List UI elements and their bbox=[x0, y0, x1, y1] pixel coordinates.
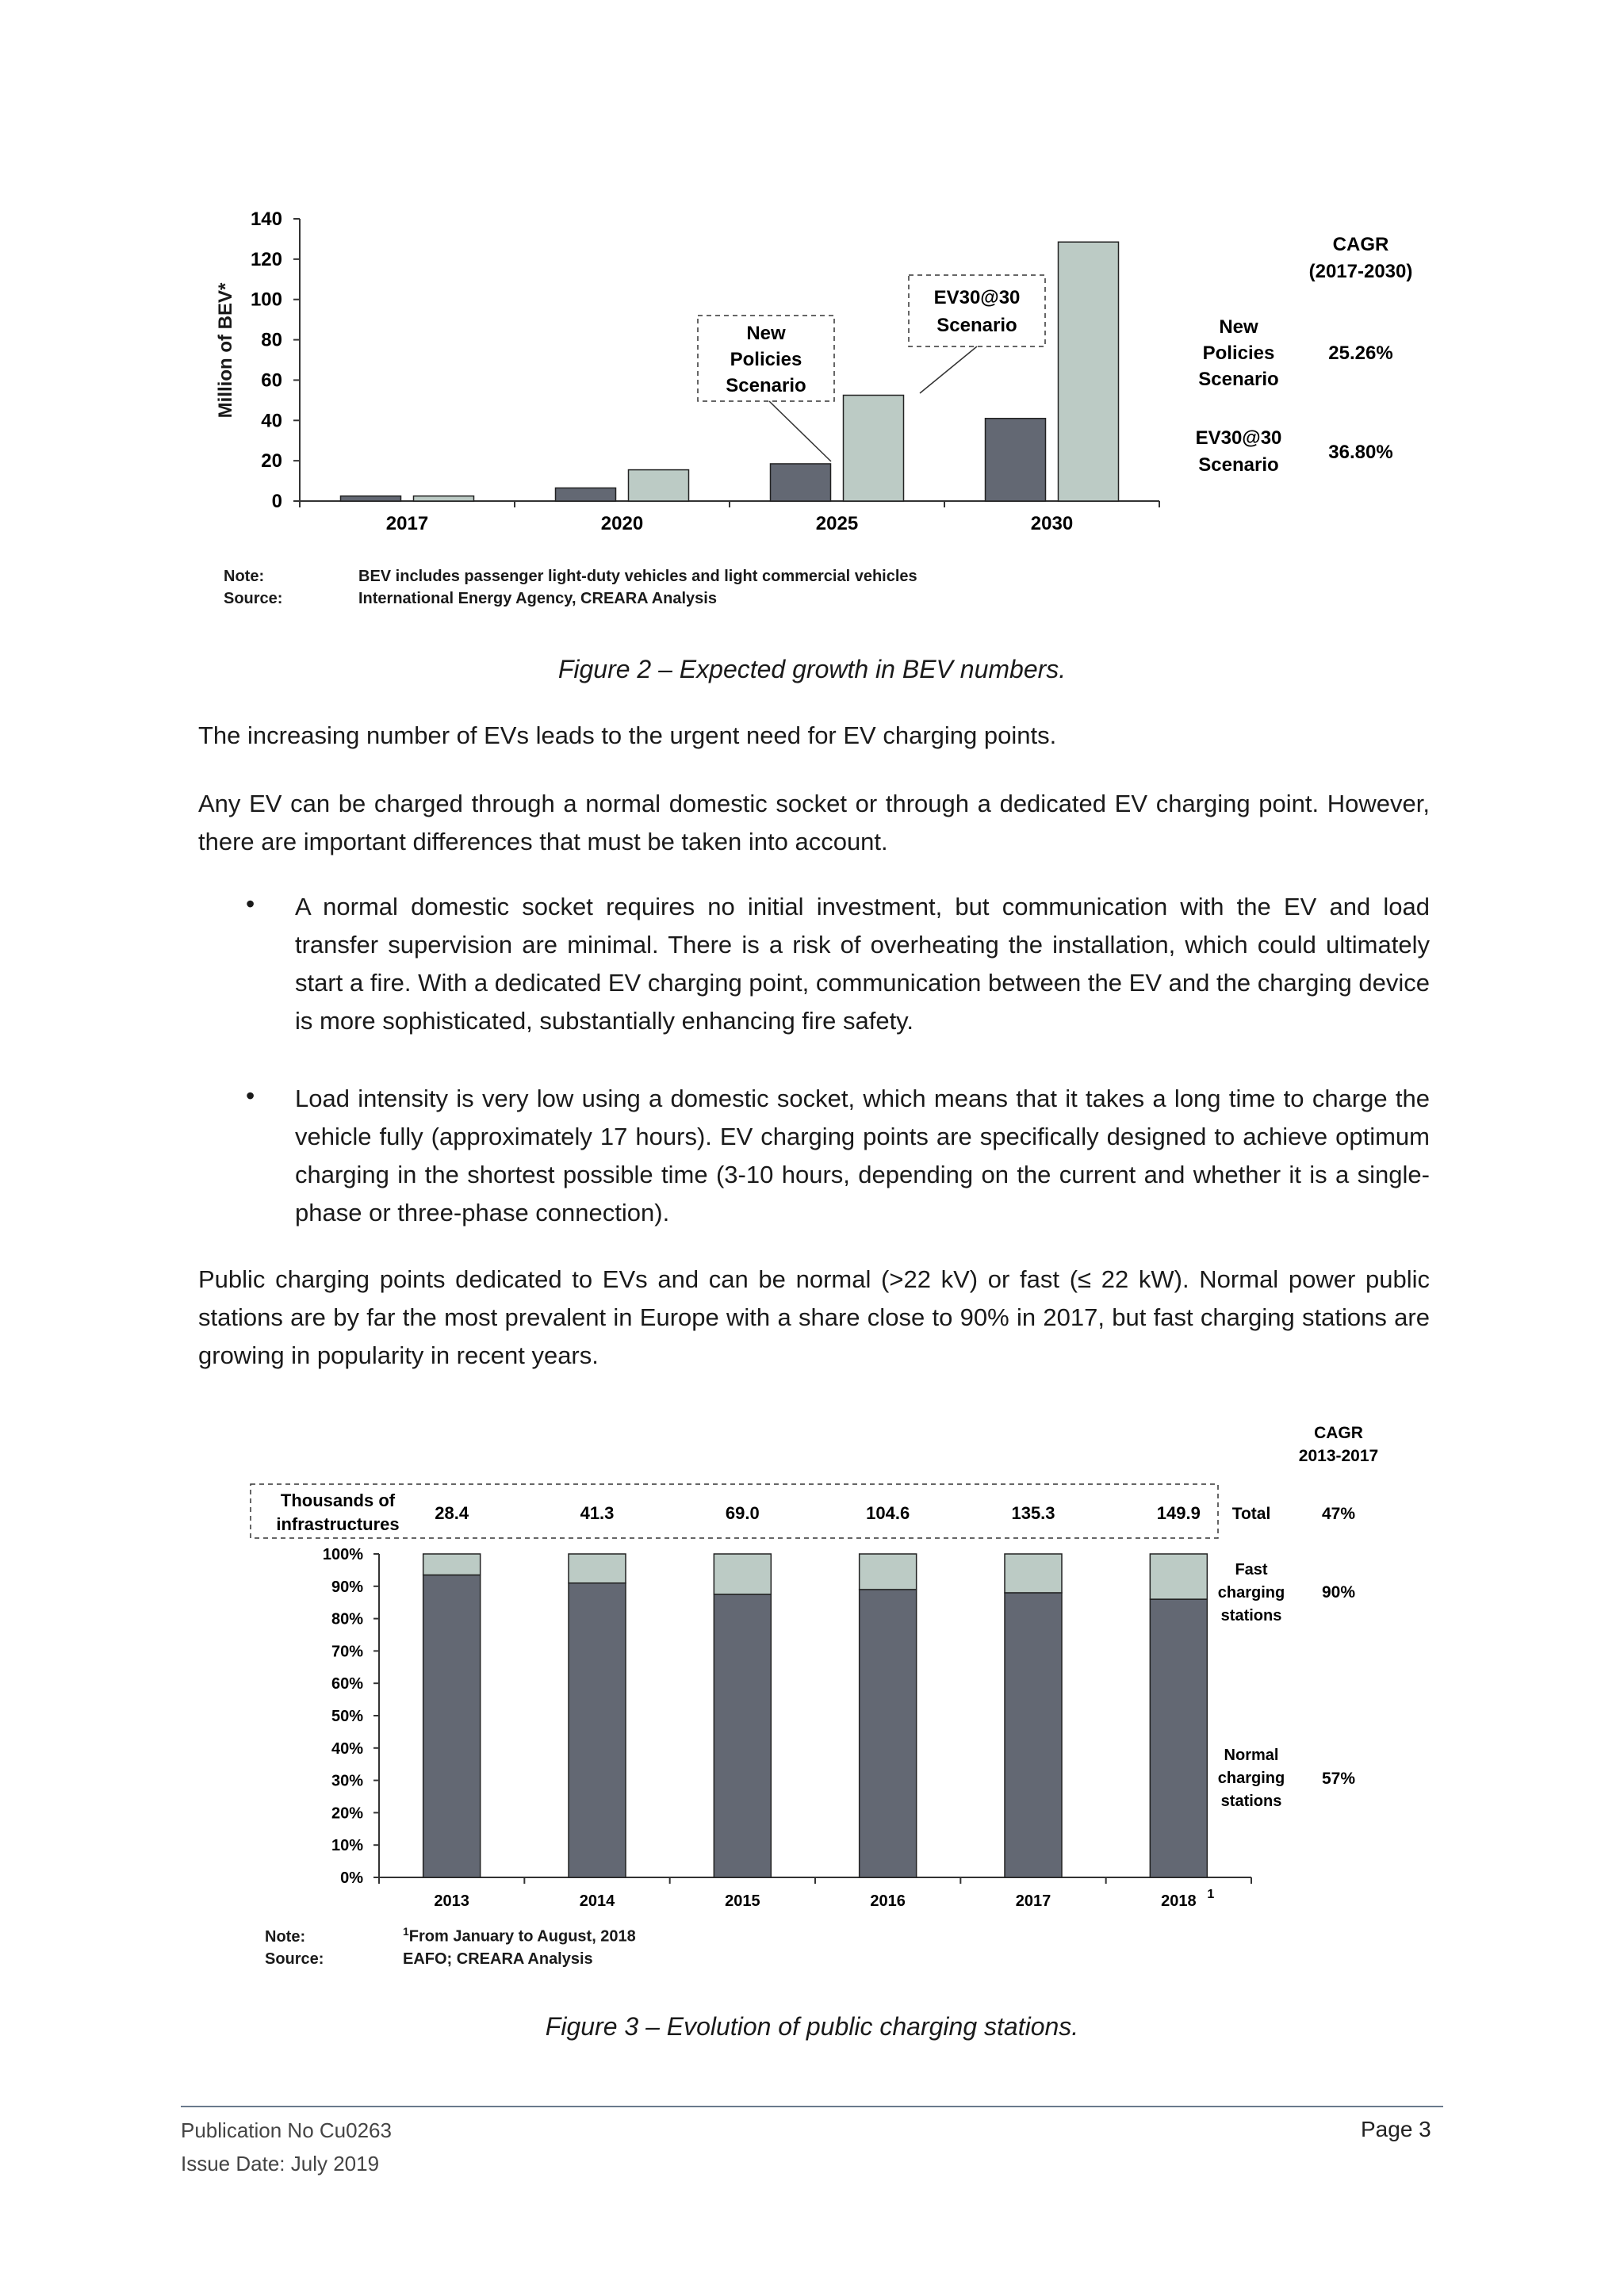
normal-row-value: 57% bbox=[1321, 1770, 1356, 1788]
fig2-bar-ev3030-2020 bbox=[629, 470, 689, 501]
fig2-x-tick-label: 2025 bbox=[815, 513, 859, 534]
fig3-x-tick-label: 2013 bbox=[434, 1892, 469, 1910]
fig3-source-label: Source: bbox=[265, 1950, 324, 1968]
fig3-y-tick-label: 10% bbox=[331, 1837, 363, 1855]
fig2-y-tick-label: 40 bbox=[261, 410, 282, 432]
fig3-x-tick-superscript: 1 bbox=[1207, 1888, 1215, 1901]
fig3-total-value-2013: 28.4 bbox=[435, 1503, 469, 1523]
fig2-bar-new-policies-2025 bbox=[771, 464, 831, 501]
fig3-bar-normal-2016 bbox=[860, 1590, 917, 1877]
totals-label-1: Thousands of bbox=[280, 1490, 396, 1510]
fig2-y-tick-label: 100 bbox=[250, 289, 282, 311]
fig3-total-value-2016: 104.6 bbox=[866, 1503, 910, 1523]
fig3-bar-fast-2017 bbox=[1005, 1554, 1062, 1593]
fig3-bar-fast-2016 bbox=[860, 1554, 917, 1590]
fig3-bar-fast-2014 bbox=[569, 1554, 626, 1583]
fig3-y-tick-label: 90% bbox=[331, 1578, 363, 1596]
figure-3-caption: Figure 3 – Evolution of public charging stations. bbox=[545, 2012, 1079, 2041]
fig3-total-value-2015: 69.0 bbox=[725, 1503, 760, 1523]
fig2-x-tick-label: 2020 bbox=[600, 513, 644, 534]
normal-row-label-1: Normal bbox=[1224, 1747, 1279, 1764]
fig2-cagr-ev-label-2: Scenario bbox=[1198, 454, 1279, 476]
fig3-y-tick-label: 20% bbox=[331, 1804, 363, 1823]
fig3-y-tick-label: 50% bbox=[331, 1708, 363, 1725]
fig3-y-tick-label: 60% bbox=[331, 1675, 363, 1693]
fig3-note-superscript: 1 bbox=[403, 1925, 409, 1938]
fig3-note-body: From January to August, 2018 bbox=[408, 1927, 636, 1946]
ev3030-callout-line1: EV30@30 bbox=[933, 287, 1021, 308]
fig3-x-tick-label: 2016 bbox=[870, 1892, 906, 1910]
total-row-label: Total bbox=[1231, 1505, 1271, 1523]
figure-3 bbox=[0, 1411, 1624, 1998]
fig2-y-tick-label: 80 bbox=[261, 329, 282, 351]
figure-3-chart bbox=[0, 1411, 1624, 1998]
fig2-bar-ev3030-2017 bbox=[414, 496, 474, 501]
fig3-bar-fast-2015 bbox=[714, 1554, 771, 1594]
new-policies-callout bbox=[698, 316, 834, 461]
fig2-y-tick-label: 60 bbox=[261, 369, 282, 392]
fast-row-label-3: stations bbox=[1220, 1607, 1282, 1624]
totals-label-2: infrastructures bbox=[276, 1514, 400, 1534]
fig2-bar-ev3030-2030 bbox=[1059, 242, 1119, 501]
footer-page-number: Page 3 bbox=[1361, 2117, 1431, 2141]
fig2-bar-ev3030-2025 bbox=[844, 396, 904, 502]
fig2-bar-new-policies-2017 bbox=[341, 496, 401, 501]
bullet-1-text: A normal domestic socket requires no initial investment, but communication with the EV and load transfer supervision are minimal. There is a risk of overheating the installation, which could ultimately start a fire. With a dedicated EV charging point, communication between the EV and the charging device is more sophisticated, substantially enhancing fire safety. bbox=[295, 893, 1430, 1035]
fig2-cagr-ev-value: 36.80% bbox=[1328, 442, 1393, 463]
fig2-ylabel: Million of BEV* bbox=[215, 282, 236, 419]
fig3-cagr-header-2: 2013-2017 bbox=[1298, 1447, 1379, 1465]
bullet-2-marker: • bbox=[246, 1081, 255, 1110]
fig2-x-tick-label: 2017 bbox=[385, 513, 429, 534]
fast-row-value: 90% bbox=[1321, 1583, 1356, 1601]
fig3-x-tick-label: 2015 bbox=[725, 1892, 760, 1910]
fig3-y-tick-label: 40% bbox=[331, 1739, 363, 1758]
fig3-y-tick-label: 70% bbox=[331, 1643, 363, 1661]
total-row-value: 47% bbox=[1321, 1505, 1356, 1523]
fig2-y-tick-label: 20 bbox=[261, 450, 282, 473]
fig2-bar-new-policies-2030 bbox=[986, 419, 1046, 501]
new-policies-callout-line2: Policies bbox=[730, 349, 802, 370]
fig2-bar-new-policies-2020 bbox=[556, 488, 616, 501]
fig2-cagr-np-label-3: Scenario bbox=[1198, 369, 1279, 390]
fast-row-label-1: Fast bbox=[1235, 1561, 1268, 1578]
fig2-cagr-header-2: (2017-2030) bbox=[1308, 261, 1413, 282]
fig3-bar-normal-2015 bbox=[714, 1594, 771, 1877]
fig2-x-tick-label: 2030 bbox=[1030, 513, 1074, 534]
normal-row-label-2: charging bbox=[1217, 1770, 1285, 1787]
bullet-2-text: Load intensity is very low using a domestic socket, which means that it takes a long time to charge the vehicle fully (approximately 17 hours). EV charging points are specifically designed to achieve optimum charging in the shortest possible time (3-10 hours, depending on the current and whether it is a single-phase or three-phase connection). bbox=[295, 1085, 1430, 1226]
fig3-x-tick-label: 2014 bbox=[579, 1892, 615, 1910]
paragraph-2: Any EV can be charged through a normal domestic socket or through a dedicated EV charging point. However, there are important differences that must be taken into account. bbox=[198, 790, 1430, 855]
fig2-cagr-np-label-2: Policies bbox=[1202, 342, 1275, 364]
fig3-x-tick-label: 2018 bbox=[1161, 1892, 1197, 1910]
new-policies-callout-line1: New bbox=[746, 323, 786, 344]
fig3-note-text bbox=[403, 1925, 636, 1946]
new-policies-callout-line3: Scenario bbox=[726, 375, 806, 396]
fast-row-label-2: charging bbox=[1217, 1584, 1285, 1601]
ev3030-callout-line2: Scenario bbox=[936, 315, 1017, 336]
fig2-y-tick-label: 0 bbox=[271, 491, 282, 512]
fig3-bar-normal-2014 bbox=[569, 1583, 626, 1877]
fig3-total-value-2014: 41.3 bbox=[580, 1503, 615, 1523]
paragraph-3: Public charging points dedicated to EVs and can be normal (>22 kV) or fast (≤ 22 kW). Normal power public stations are by far the most prevalent in Europe with a share close to 90% in 2017, but fast charging stations are growing in popularity in recent years. bbox=[198, 1265, 1430, 1369]
footer-issue-date: Issue Date: July 2019 bbox=[181, 2152, 380, 2175]
fig2-y-tick-label: 120 bbox=[250, 248, 282, 270]
fig2-source-label: Source: bbox=[224, 590, 283, 607]
fig3-source-text: EAFO; CREARA Analysis bbox=[403, 1950, 593, 1968]
fig3-bar-fast-2018 bbox=[1150, 1554, 1207, 1599]
fig3-total-value-2018: 149.9 bbox=[1156, 1503, 1201, 1523]
fig3-bar-normal-2017 bbox=[1005, 1593, 1062, 1877]
footer-rule bbox=[181, 2106, 1443, 2107]
footer-publication: Publication No Cu0263 bbox=[181, 2118, 392, 2142]
fig3-bar-fast-2013 bbox=[423, 1554, 481, 1575]
fig2-y-tick-label: 140 bbox=[250, 209, 282, 230]
bullet-1-marker: • bbox=[246, 890, 255, 918]
ev3030-callout bbox=[909, 275, 1045, 393]
fig3-bar-normal-2018 bbox=[1150, 1599, 1207, 1877]
fig2-note-text: BEV includes passenger light-duty vehicles and light commercial vehicles bbox=[358, 568, 917, 585]
fig2-cagr-np-value: 25.26% bbox=[1328, 342, 1393, 364]
fig3-total-value-2017: 135.3 bbox=[1011, 1503, 1055, 1523]
normal-row-label-3: stations bbox=[1220, 1793, 1282, 1810]
fig3-y-tick-label: 0% bbox=[340, 1869, 363, 1887]
fig2-cagr-ev-label-1: EV30@30 bbox=[1195, 427, 1282, 449]
fig3-cagr-header-1: CAGR bbox=[1314, 1424, 1363, 1442]
fig3-x-tick-label: 2017 bbox=[1015, 1892, 1051, 1910]
fig3-y-tick-label: 80% bbox=[331, 1610, 363, 1628]
fig3-y-tick-label: 30% bbox=[331, 1772, 363, 1790]
fig2-cagr-np-label-1: New bbox=[1219, 316, 1258, 338]
fig2-source-text: International Energy Agency, CREARA Analysis bbox=[358, 590, 717, 607]
fig3-bar-normal-2013 bbox=[423, 1575, 481, 1877]
paragraph-1: The increasing number of EVs leads to the urgent need for EV charging points. bbox=[198, 721, 1057, 749]
fig2-cagr-header-1: CAGR bbox=[1332, 234, 1389, 255]
fig3-y-tick-label: 100% bbox=[322, 1546, 363, 1563]
figure-2-caption: Figure 2 – Expected growth in BEV numbers. bbox=[557, 655, 1067, 683]
fig3-note-label: Note: bbox=[265, 1928, 306, 1946]
fig2-note-label: Note: bbox=[224, 568, 265, 585]
